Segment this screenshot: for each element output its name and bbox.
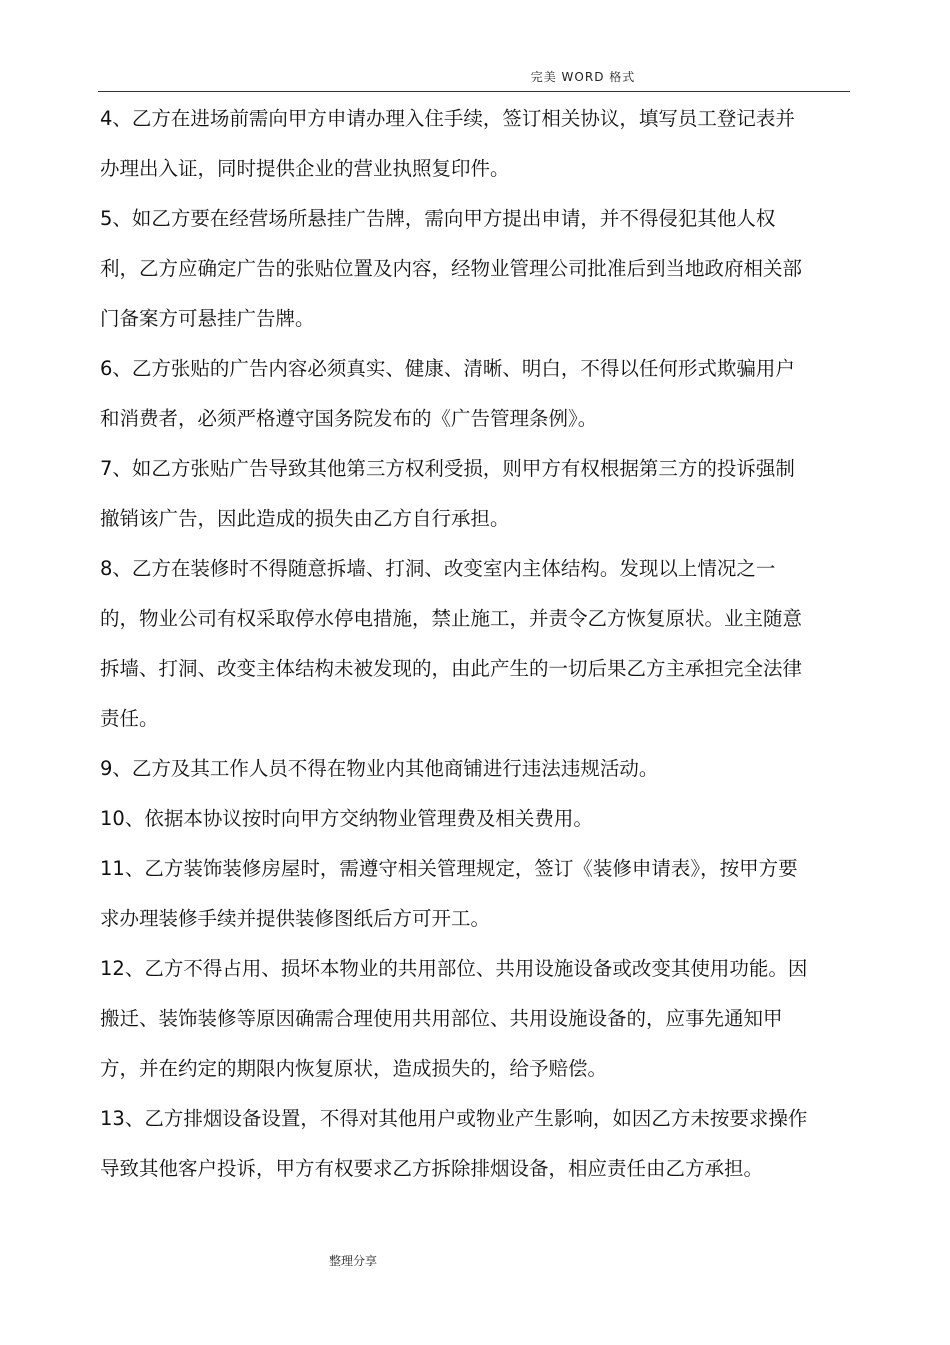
page-header [0, 68, 950, 85]
page-footer [0, 1252, 950, 1269]
header-divider [98, 91, 850, 92]
clause-11: 11、乙方装饰装修房屋时，需遵守相关管理规定，签订《装修申请表》，按甲方要求办理装修手续并提供装修图纸后方可开工。 [100, 857, 798, 930]
clause-10: 10、依据本协议按时向甲方交纳物业管理费及相关费用。 [100, 807, 593, 830]
clause-9: 9、乙方及其工作人员不得在物业内其他商铺进行违法违规活动。 [100, 757, 659, 780]
clause-4: 4、乙方在进场前需向甲方申请办理入住手续，签订相关协议，填写员工登记表并办理出入证，同时提供企业的营业执照复印件。 [100, 107, 795, 180]
document-body [100, 94, 810, 1194]
clause-6: 6、乙方张贴的广告内容必须真实、健康、清晰、明白，不得以任何形式欺骗用户和消费者，必须严格遵守国务院发布的《广告管理条例》。 [100, 357, 795, 430]
clause-12: 12、乙方不得占用、损坏本物业的共用部位、共用设施设备或改变其使用功能。因搬迁、装饰装修等原因确需合理使用共用部位、共用设施设备的，应事先通知甲方，并在约定的期限内恢复原状，造成损失的，给予赔偿。 [100, 957, 808, 1080]
clause-13: 13、乙方排烟设备设置，不得对其他用户或物业产生影响，如因乙方未按要求操作导致其他客户投诉，甲方有权要求乙方拆除排烟设备，相应责任由乙方承担。 [100, 1107, 808, 1180]
clause-5: 5、如乙方要在经营场所悬挂广告牌，需向甲方提出申请，并不得侵犯其他人权利，乙方应确定广告的张贴位置及内容，经物业管理公司批准后到当地政府相关部门备案方可悬挂广告牌。 [100, 207, 803, 330]
clause-7: 7、如乙方张贴广告导致其他第三方权利受损，则甲方有权根据第三方的投诉强制撤销该广告，因此造成的损失由乙方自行承担。 [100, 457, 795, 530]
footer-text: 整理分享 [328, 1254, 377, 1268]
clause-8: 8、乙方在装修时不得随意拆墙、打洞、改变室内主体结构。发现以上情况之一的，物业公司有权采取停水停电措施，禁止施工，并责令乙方恢复原状。业主随意拆墙、打洞、改变主体结构未被发现的，由此产生的一切后果乙方主承担完全法律责任。 [100, 557, 803, 730]
header-text: 完美 WORD 格式 [530, 70, 636, 84]
